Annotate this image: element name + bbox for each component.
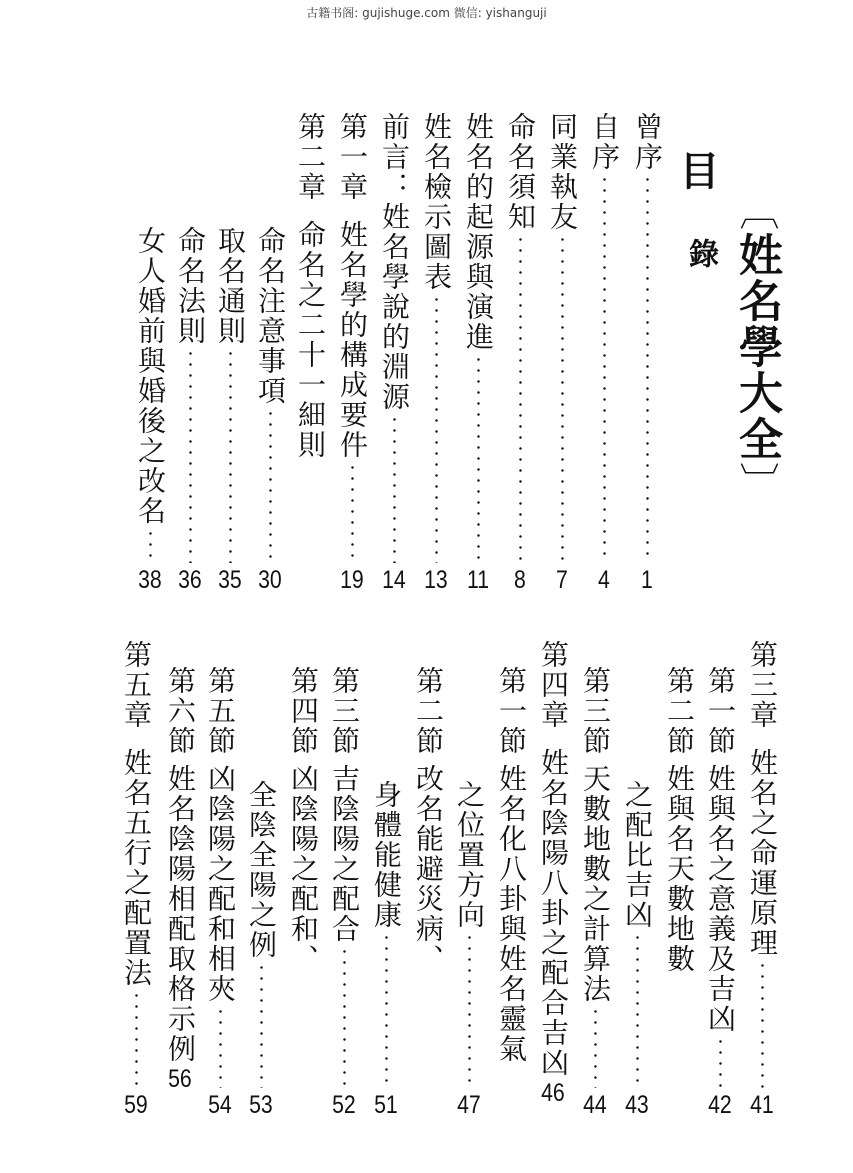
toc-entry[interactable] [290,112,330,595]
toc-entry-page: 38 [138,566,162,594]
toc-entry[interactable] [449,780,489,1120]
toc-entry-label: 姓名之命運原理 [746,748,779,958]
toc-entry-label: 之位置方向 [453,780,486,930]
leader-dots [519,234,522,563]
toc-entry[interactable] [491,666,531,1116]
leader-dots [269,408,272,563]
bracket-open: ︹ [733,190,779,232]
bracket-close: ︺ [733,462,779,504]
toc-entry[interactable] [416,112,456,595]
toc-entry-label: 姓與名天數地數 [663,764,696,974]
toc-entry-page: 59 [124,1091,148,1119]
book-title-text: 姓名學大全 [731,232,782,462]
toc-entry-label: 自序 [588,112,621,172]
toc-entry[interactable] [659,666,699,1026]
toc-entry-section: 第六節 [164,666,197,756]
toc-entry-label: 姓名檢示圖表 [420,112,453,292]
toc-entry-label: 身體能健康 [370,780,403,930]
watermark: 古籍书阁: gujishuge.com 微信: yishanguji [306,6,547,20]
toc-entry-page: 19 [340,566,364,594]
leader-dots [351,462,354,563]
toc-entry[interactable] [374,112,414,595]
toc-entry-section: 第二節 [663,666,696,756]
toc-entry-label: 女人婚前與婚後之改名 [134,226,167,526]
toc-entry[interactable] [324,666,364,1120]
leader-dots [435,294,438,563]
toc-entry[interactable] [170,226,210,595]
leader-dots [393,414,396,563]
toc-entry-page: 7 [556,566,568,594]
toc-entry-page: 1 [641,566,653,594]
toc-entry-section: 第一節 [495,666,528,756]
toc-entry[interactable] [241,780,281,1120]
toc-entry-page: 13 [424,566,448,594]
toc-entry-label: 全陰全陽之例 [245,780,278,960]
toc-entry-page: 11 [466,566,490,594]
toc-entry-label: 取名通則 [214,226,247,346]
toc-entry[interactable] [332,112,372,595]
leader-dots [636,932,639,1088]
toc-entry[interactable] [366,780,406,1120]
toc-entry-section: 第五節 [204,666,237,756]
toc-entry[interactable] [250,226,290,595]
toc-entry[interactable] [500,112,540,595]
toc-entry[interactable] [617,780,657,1120]
toc-heading-mu: 目 [673,150,719,190]
toc-entry[interactable] [700,666,740,1120]
toc-entry-page: 8 [514,566,526,594]
toc-entry[interactable] [116,640,156,1120]
toc-entry-label: 姓名學的構成要件 [336,220,369,460]
leader-dots [603,174,606,563]
toc-entry-chapter: 第一章 [336,112,369,202]
leader-dots [646,174,649,563]
toc-entry[interactable] [458,112,498,595]
toc-entry-chapter: 第四章 [537,640,570,730]
toc-entry-page: 54 [208,1091,232,1119]
leader-dots [385,932,388,1088]
leader-dots [189,348,192,563]
toc-entry-page: 46 [541,1079,565,1107]
toc-entry[interactable] [742,640,782,1120]
toc-entry[interactable] [542,112,582,595]
toc-entry-page: 36 [178,566,202,594]
toc-entry-label: 凶陰陽之配和相夾 [204,764,237,1004]
toc-entry[interactable] [533,640,573,1120]
toc-entry-label: 姓名化八卦與姓名靈氣 [495,764,528,1064]
toc-entry-page: 56 [168,1065,192,1093]
toc-entry-label: 姓名陰陽相配取格示例 [164,764,197,1064]
leader-dots [149,528,152,563]
toc-entry-section: 第四節 [287,666,320,756]
leader-dots [719,1036,722,1088]
toc-entry-label: 天數地數之計算法 [579,764,612,1004]
toc-entry[interactable] [575,666,615,1120]
toc-entry-label: 之配比吉凶 [621,780,654,930]
toc-entry[interactable] [200,666,240,1120]
toc-entry[interactable] [584,112,624,595]
toc-entry-label: 吉陰陽之配合 [328,764,361,944]
toc-entry-page: 4 [598,566,610,594]
leader-dots [477,354,480,563]
toc-entry[interactable] [283,666,323,1026]
book-title [731,190,781,520]
leader-dots [561,234,564,563]
toc-entry-section: 第三節 [328,666,361,756]
toc-entry-section: 第一節 [704,666,737,756]
toc-entry-page: 42 [708,1091,732,1119]
toc-entry-chapter: 第三章 [746,640,779,730]
toc-entry-label: 命名注意事項 [254,226,287,406]
leader-dots [761,960,764,1088]
toc-entry[interactable] [130,226,170,595]
toc-entry-label: 前言：姓名學說的淵源 [378,112,411,412]
toc-entry-label: 同業執友 [546,112,579,232]
toc-entry-section: 第二節 [412,666,445,756]
toc-entry-page: 44 [583,1091,607,1119]
leader-dots [468,932,471,1088]
toc-entry-chapter: 第五章 [120,640,153,730]
leader-dots [229,348,232,563]
toc-entry-label: 命名法則 [174,226,207,346]
toc-entry-label: 命名須知 [504,112,537,232]
toc-entry-label: 姓名五行之配置法 [120,748,153,988]
toc-entry-label: 姓與名之意義及吉凶 [704,764,737,1034]
toc-entry-label: 姓名的起源與演進 [462,112,495,352]
leader-dots [219,1006,222,1088]
toc-entry-section: 第三節 [579,666,612,756]
toc-entry[interactable] [210,226,250,595]
toc-entry[interactable] [408,666,448,1026]
toc-entry[interactable] [627,112,667,595]
toc-entry-label: 姓名陰陽八卦之配合吉凶 [537,748,570,1078]
leader-dots [343,946,346,1088]
toc-heading-lu: 錄 [683,238,718,268]
toc-entry-label: 凶陰陽之配和、 [287,764,320,974]
toc-entry-page: 14 [382,566,406,594]
toc-entry-page: 43 [625,1091,649,1119]
toc-entry-page: 35 [218,566,242,594]
toc-entry-label: 曾序 [631,112,664,172]
toc-entry-page: 47 [457,1091,481,1119]
toc-entry-page: 52 [332,1091,356,1119]
toc-entry-page: 41 [750,1091,774,1119]
toc-entry-page: 30 [258,566,282,594]
leader-dots [594,1006,597,1088]
toc-entry-page: 51 [374,1091,398,1119]
leader-dots [260,962,263,1088]
toc-entry-label: 改名能避災病、 [412,764,445,974]
toc-entry-page: 53 [249,1091,273,1119]
toc-entry-chapter: 第二章 [294,112,327,202]
toc-entry[interactable] [160,666,200,1120]
toc-entry-label: 命名之二十一細則 [294,220,327,460]
leader-dots [135,990,138,1088]
